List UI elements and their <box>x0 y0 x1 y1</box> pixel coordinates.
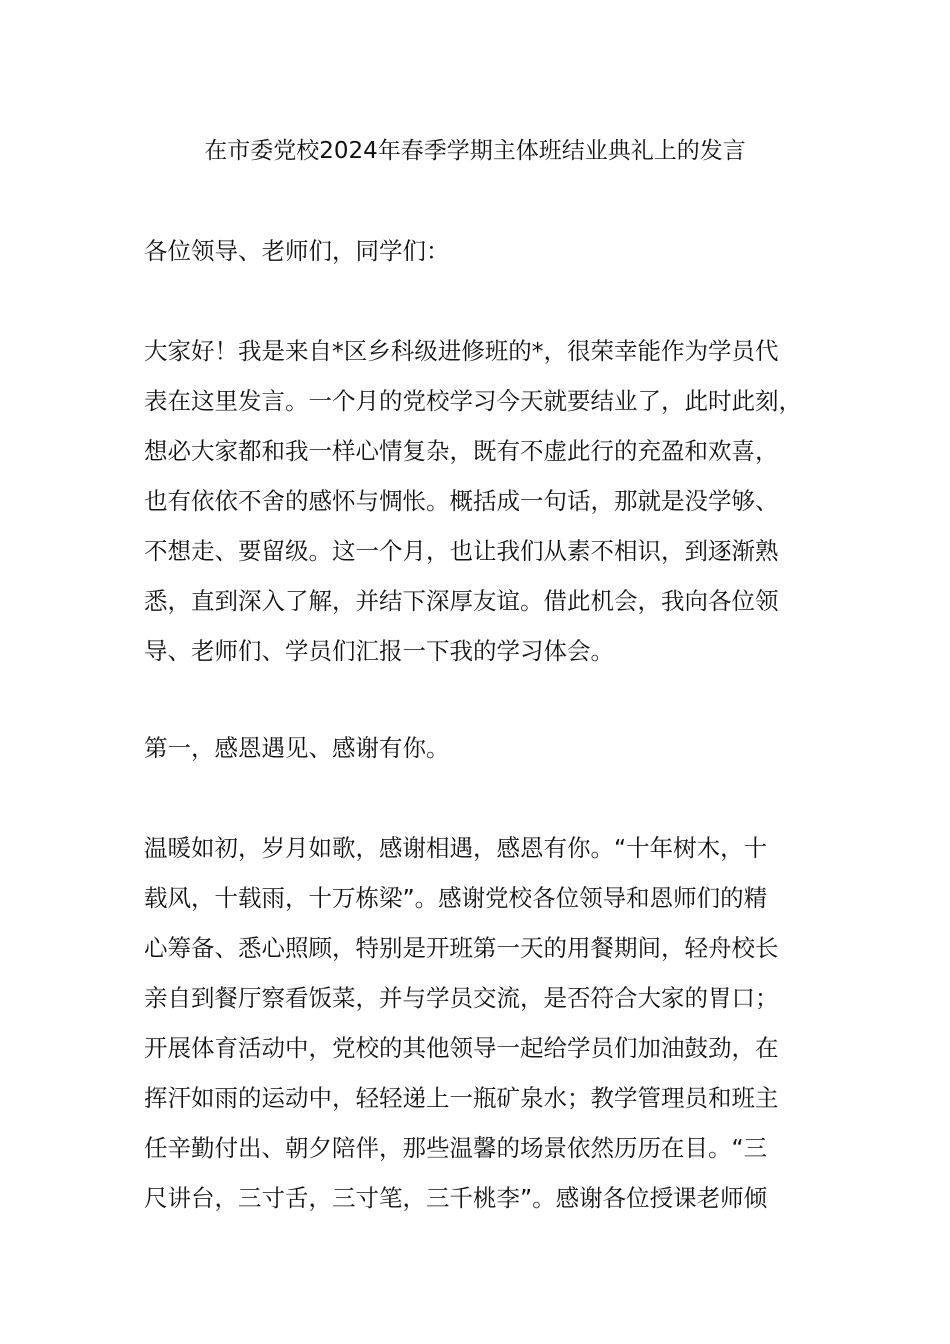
paragraph-line: 载风，十载雨，十万栋梁”。感谢党校各位领导和恩师们的精 <box>144 884 768 912</box>
paragraph-line: 温暖如初，岁月如歌，感谢相遇，感恩有你。“十年树木，十 <box>144 834 768 862</box>
paragraph-line: 悉，直到深入了解，并结下深厚友谊。借此机会，我向各位领 <box>144 587 779 615</box>
paragraph-intro <box>144 326 834 676</box>
section-heading-text: 第一，感恩遇见、感谢有你。 <box>144 734 450 762</box>
section-heading <box>144 723 834 773</box>
paragraph-line: 想必大家都和我一样心情复杂，既有不虚此行的充盈和欢喜， <box>144 437 779 465</box>
paragraph-gratitude <box>144 823 834 1223</box>
paragraph-line: 也有依依不舍的感怀与惆怅。概括成一句话，那就是没学够、 <box>144 487 779 515</box>
document-title: 在市委党校2024年春季学期主体班结业典礼上的发言 <box>204 138 746 164</box>
paragraph-line: 表在这里发言。一个月的党校学习今天就要结业了，此时此刻， <box>144 387 802 415</box>
paragraph-line: 挥汗如雨的运动中，轻轻递上一瓶矿泉水；教学管理员和班主 <box>144 1084 779 1112</box>
paragraph-line: 开展体育活动中，党校的其他领导一起给学员们加油鼓劲，在 <box>144 1034 779 1062</box>
paragraph-line: 尺讲台，三寸舌，三寸笔，三千桃李”。感谢各位授课老师倾 <box>144 1184 768 1212</box>
salutation <box>144 226 834 276</box>
paragraph-line: 亲自到餐厅察看饭菜，并与学员交流，是否符合大家的胃口； <box>144 984 779 1012</box>
paragraph-line: 不想走、要留级。这一个月，也让我们从素不相识，到逐渐熟 <box>144 537 779 565</box>
paragraph-line: 大家好！我是来自*区乡科级进修班的*，很荣幸能作为学员代 <box>144 337 779 365</box>
paragraph-line: 心筹备、悉心照顾，特别是开班第一天的用餐期间，轻舟校长 <box>144 934 779 962</box>
paragraph-line: 导、老师们、学员们汇报一下我的学习体会。 <box>144 637 614 665</box>
paragraph-line: 任辛勤付出、朝夕陪伴，那些温馨的场景依然历历在目。“三 <box>144 1134 768 1162</box>
salutation-text: 各位领导、老师们，同学们： <box>144 237 450 265</box>
